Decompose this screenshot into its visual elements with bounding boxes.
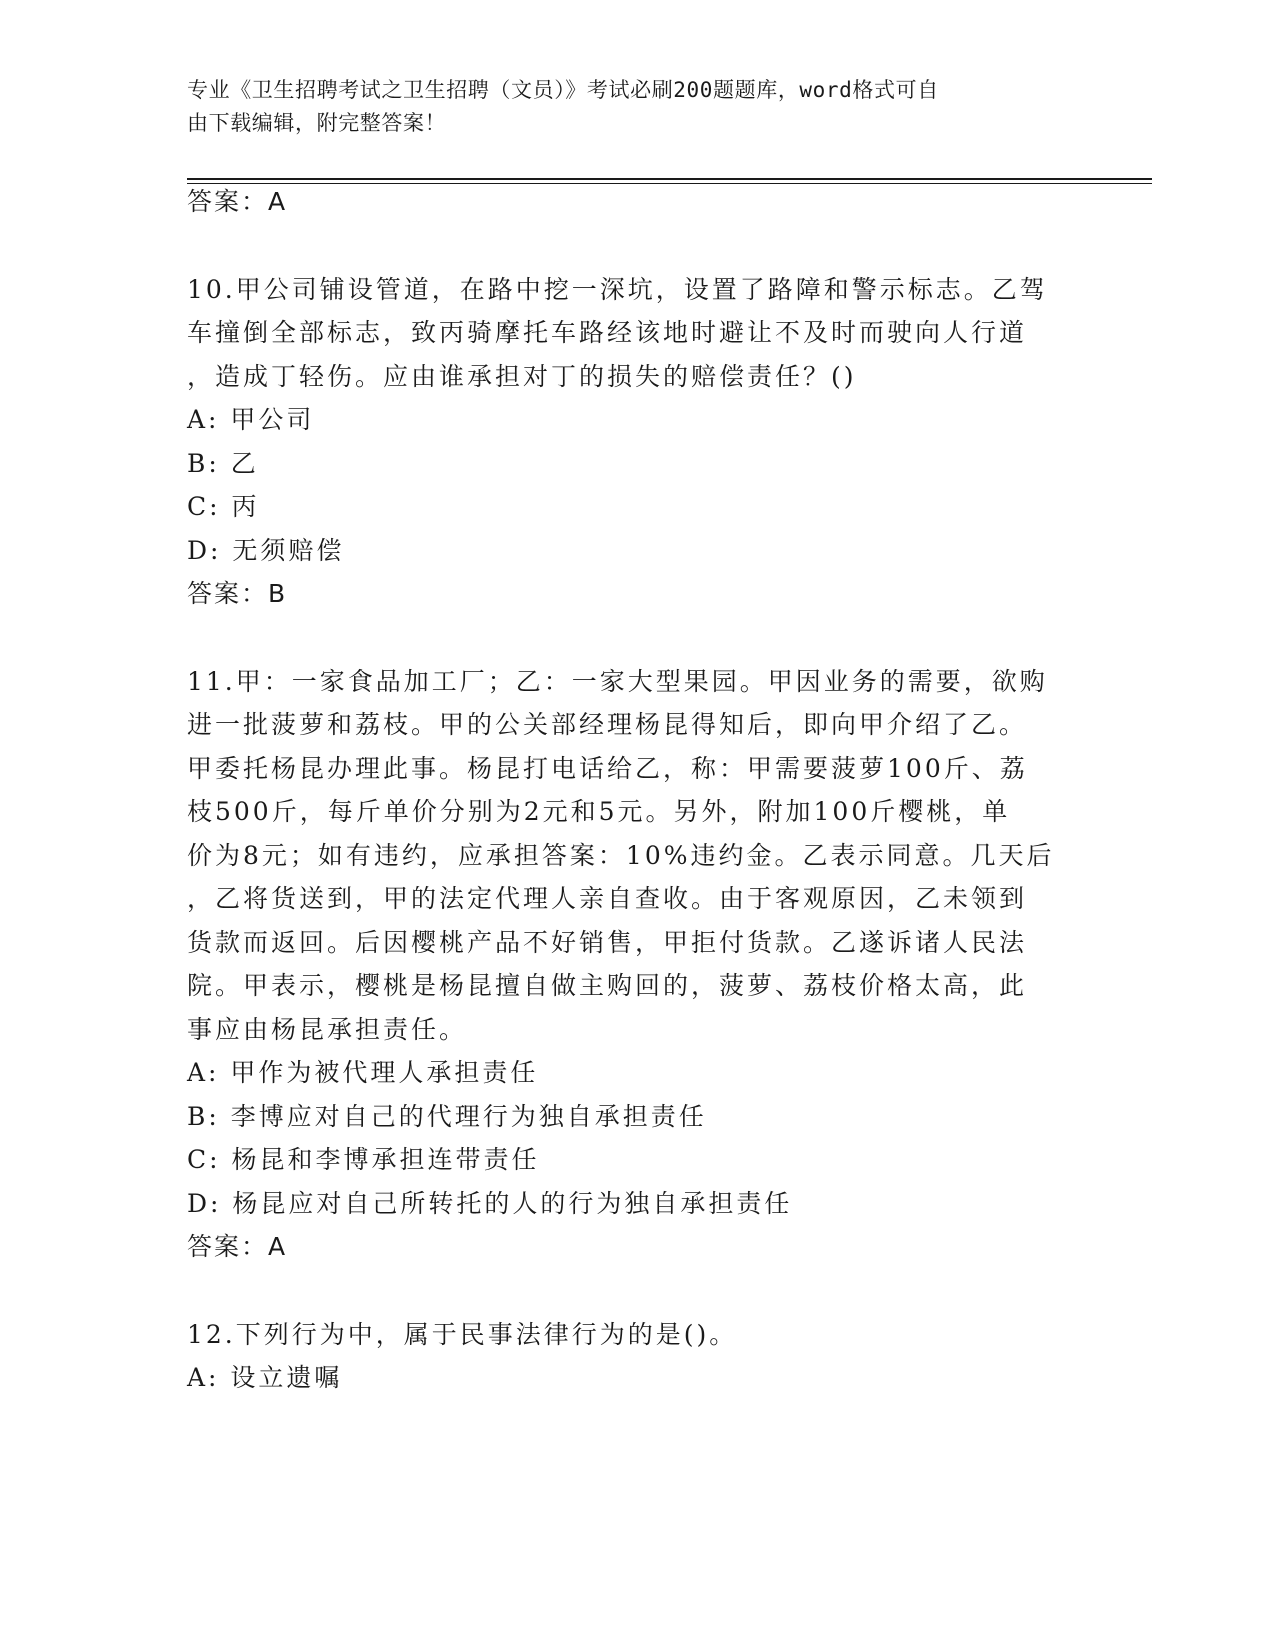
q11-text-line: 枝500斤，每斤单价分别为2元和5元。另外，附加100斤樱桃，单: [187, 797, 1011, 826]
q11-text-line: 价为8元；如有违约，应承担答案：10%违约金。乙表示同意。几天后: [187, 841, 1055, 870]
q10-text-line: ，造成丁轻伤。应由谁承担对丁的损失的赔偿责任？(): [187, 362, 857, 391]
q11-option-c: C: 杨昆和李博承担连带责任: [187, 1145, 540, 1174]
q12-option-a: A: 设立遗嘱: [187, 1363, 343, 1392]
q11-text-line: 11.甲：一家食品加工厂；乙：一家大型果园。甲因业务的需要，欲购: [187, 667, 1048, 696]
q10-text-line: 10.甲公司铺设管道，在路中挖一深坑，设置了路障和警示标志。乙驾: [187, 275, 1048, 304]
page-header: [187, 74, 1067, 140]
q10-option-d: D: 无须赔偿: [187, 536, 345, 565]
q11-text-line: ，乙将货送到，甲的法定代理人亲自查收。由于客观原因，乙未领到: [187, 884, 1028, 913]
q12-text-line: 12.下列行为中，属于民事法律行为的是()。: [187, 1320, 738, 1349]
q11-option-d: D: 杨昆应对自己所转托的人的行为独自承担责任: [187, 1189, 793, 1218]
q11-answer: 答案：A: [187, 1232, 288, 1261]
q11-option-b: B: 李博应对自己的代理行为独自承担责任: [187, 1102, 707, 1131]
q11-text-line: 货款而返回。后因樱桃产品不好销售，甲拒付货款。乙遂诉诸人民法: [187, 928, 1028, 957]
header-line-2: 由下载编辑，附完整答案！: [187, 111, 447, 135]
q10-option-b: B: 乙: [187, 449, 259, 478]
header-divider: [187, 178, 1152, 180]
q11-text-line: 院。甲表示，樱桃是杨昆擅自做主购回的，菠萝、荔枝价格太高，此: [187, 971, 1028, 1000]
q11-text-line: 甲委托杨昆办理此事。杨昆打电话给乙，称：甲需要菠萝100斤、荔: [187, 754, 1028, 783]
q10-text-line: 车撞倒全部标志，致丙骑摩托车路经该地时避让不及时而驶向人行道: [187, 318, 1028, 347]
q11-text-line: 事应由杨昆承担责任。: [187, 1015, 468, 1044]
q11-option-a: A: 甲作为被代理人承担责任: [187, 1058, 539, 1087]
previous-answer: 答案：A: [187, 187, 288, 216]
q10-answer: 答案：B: [187, 579, 288, 608]
header-divider-secondary: [187, 183, 1152, 184]
q10-option-a: A: 甲公司: [187, 405, 315, 434]
q11-text-line: 进一批菠萝和荔枝。甲的公关部经理杨昆得知后，即向甲介绍了乙。: [187, 710, 1028, 739]
q10-option-c: C: 丙: [187, 492, 260, 521]
header-line-1: 专业《卫生招聘考试之卫生招聘（文员）》考试必刷200题题库，word格式可自: [187, 78, 939, 102]
